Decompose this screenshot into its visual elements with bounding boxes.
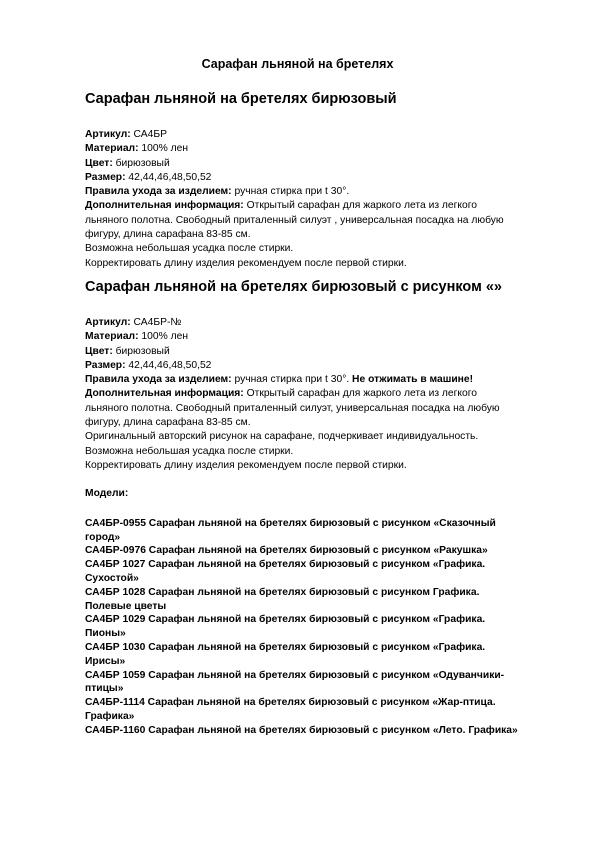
info-text: Открытый сарафан для жаркого лета из легкого (243, 200, 478, 212)
color-label: Цвет: (85, 157, 113, 169)
care-label: Правила ухода за изделием: (85, 374, 232, 386)
care-value: ручная стирка при t 30°. (231, 186, 350, 198)
list-item (85, 544, 555, 558)
model-line: Ирисы» (85, 655, 126, 667)
material-value: 100% лен (138, 331, 189, 343)
info-text: Открытый сарафан для жаркого лета из легкого (243, 388, 478, 400)
size-row (85, 359, 545, 373)
size-label: Размер: (85, 359, 126, 371)
color-value: бирюзовый (112, 345, 170, 357)
color-row (85, 345, 545, 359)
article-row (85, 316, 545, 330)
section-heading: Сарафан льняной на бретелях бирюзовый (85, 91, 397, 107)
note-line: Возможна небольшая усадка после стирки. (85, 243, 294, 255)
list-item (85, 641, 555, 669)
model-line: СА4БР-1160 Сарафан льняной на бретелях бирюзовый с рисунком «Лето. Графика» (85, 724, 518, 736)
info-line: льняного полотна. Свободный приталенный силуэт, универсальная посадка на любую (85, 402, 500, 414)
model-line: СА4БР 1029 Сарафан льняной на бретелях бирюзовый с рисунком «Графика. (85, 614, 486, 626)
material-label: Материал: (85, 331, 139, 343)
model-line: Графика» (85, 710, 135, 722)
list-item (85, 669, 555, 697)
model-line: СА4БР 1028 Сарафан льняной на бретелях бирюзовый с рисунком Графика. (85, 586, 480, 598)
models-heading: Модели: (85, 488, 129, 499)
care-label: Правила ухода за изделием: (85, 186, 232, 198)
material-row (85, 330, 545, 344)
product-section-print (85, 278, 545, 473)
list-item (85, 586, 555, 614)
list-item (85, 696, 555, 724)
care-row (85, 185, 545, 199)
info-line: фигуру, длина сарафана 83-85 см. (85, 417, 251, 429)
article-label: Артикул: (85, 317, 131, 328)
model-line: Сухостой» (85, 572, 139, 584)
color-row (85, 157, 545, 171)
model-line: СА4БР 1059 Сарафан льняной на бретелях бирюзовый с рисунком «Одуванчики- (85, 669, 505, 681)
article-value: СА4БР (130, 129, 167, 140)
list-item (85, 613, 555, 641)
model-line: СА4БР-1114 Сарафан льняной на бретелях бирюзовый с рисунком «Жар-птица. (85, 697, 496, 709)
care-value: ручная стирка при t 30°. (231, 374, 353, 386)
note-line: Корректировать длину изделия рекомендуем после первой стирки. (85, 257, 407, 269)
list-item (85, 558, 555, 586)
article-label: Артикул: (85, 129, 131, 140)
model-line: Пионы» (85, 628, 126, 640)
info-row (85, 387, 545, 401)
article-row (85, 128, 545, 142)
info-row (85, 199, 545, 213)
care-row (85, 373, 545, 387)
size-value: 42,44,46,48,50,52 (125, 171, 212, 183)
note-line: Возможна небольшая усадка после стирки. (85, 445, 294, 457)
article-value: СА4БР-№ (130, 317, 182, 328)
model-line: птицы» (85, 683, 124, 695)
color-value: бирюзовый (112, 157, 170, 169)
material-row (85, 142, 545, 156)
model-line: СА4БР-0955 Сарафан льняной на бретелях бирюзовый с рисунком «Сказочный (85, 517, 496, 529)
size-row (85, 171, 545, 185)
model-line: СА4БР 1030 Сарафан льняной на бретелях бирюзовый с рисунком «Графика. (85, 641, 486, 653)
section-heading: Сарафан льняной на бретелях бирюзовый с рисунком «» (85, 279, 502, 295)
model-line: Полевые цветы (85, 600, 167, 612)
material-value: 100% лен (138, 143, 189, 155)
product-properties (85, 316, 545, 473)
models-list (85, 487, 555, 738)
info-label: Дополнительная информация: (85, 200, 244, 212)
product-section-plain (85, 90, 545, 271)
size-label: Размер: (85, 171, 126, 183)
size-value: 42,44,46,48,50,52 (125, 359, 212, 371)
model-line: СА4БР 1027 Сарафан льняной на бретелях бирюзовый с рисунком «Графика. (85, 559, 486, 571)
document-title: Сарафан льняной на бретелях (201, 57, 394, 71)
care-warning: Не отжимать в машине! (352, 374, 474, 386)
model-line: город» (85, 531, 121, 543)
info-label: Дополнительная информация: (85, 388, 244, 400)
note-line: Оригинальный авторский рисунок на сарафане, подчеркивает индивидуальность. (85, 431, 479, 443)
material-label: Материал: (85, 143, 139, 155)
list-item (85, 724, 555, 738)
color-label: Цвет: (85, 345, 113, 357)
info-line: льняного полотна. Свободный приталенный силуэт , универсальная посадка на любую (85, 214, 504, 226)
list-item (85, 517, 555, 545)
note-line: Корректировать длину изделия рекомендуем после первой стирки. (85, 459, 407, 471)
info-line: фигуру, длина сарафана 83-85 см. (85, 229, 251, 241)
model-line: СА4БР-0976 Сарафан льняной на бретелях бирюзовый с рисунком «Ракушка» (85, 545, 488, 557)
product-properties (85, 128, 545, 271)
